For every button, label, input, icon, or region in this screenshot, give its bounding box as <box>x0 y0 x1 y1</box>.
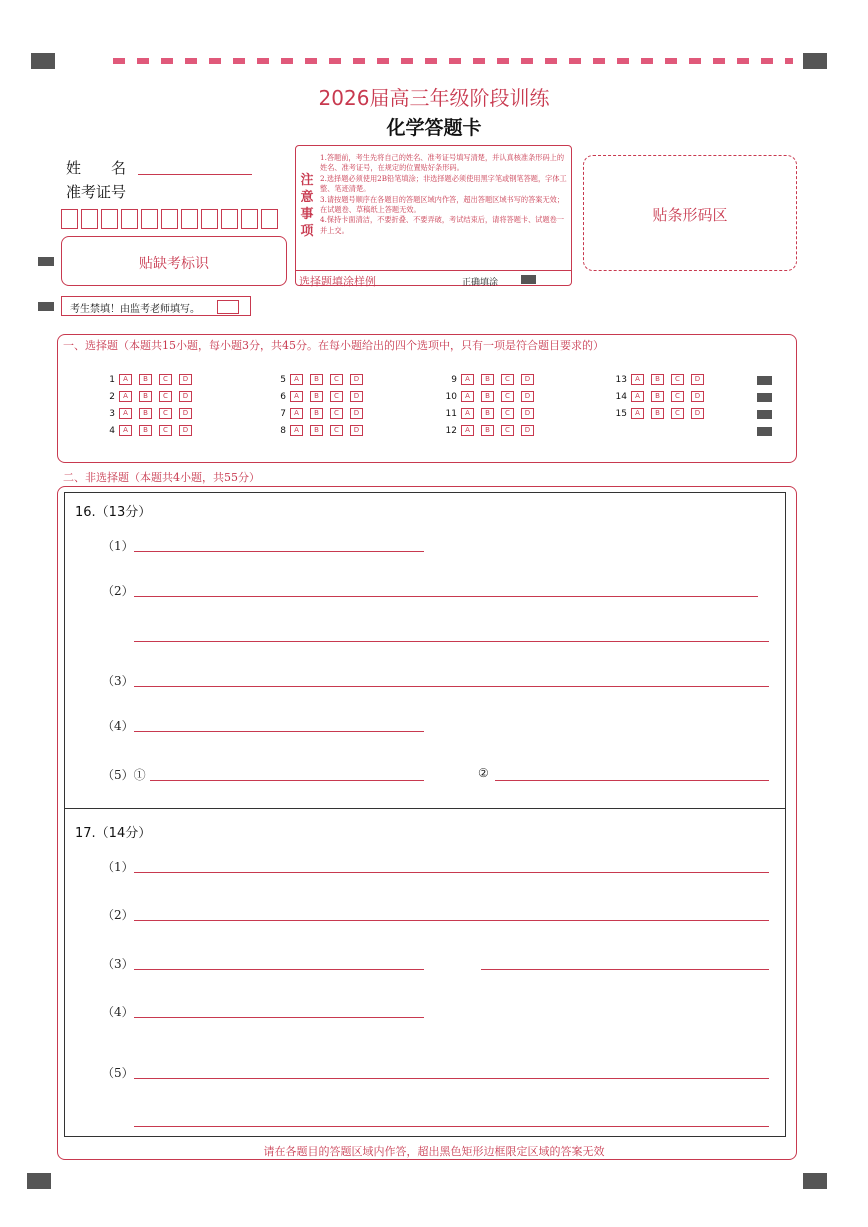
mc-option-d[interactable]: D <box>691 408 704 419</box>
mc-option-b[interactable]: B <box>310 408 323 419</box>
notice-item: 4.保持卡面清洁，不要折叠、不要弄破，考试结束后，请将答题卡、试题卷一并上交。 <box>320 215 565 235</box>
alignment-mark-left-1 <box>38 257 54 266</box>
exam-number-digit[interactable] <box>161 209 178 229</box>
mc-option-a[interactable]: A <box>461 425 474 436</box>
mc-option-c[interactable]: C <box>501 408 514 419</box>
name-field[interactable] <box>138 174 252 175</box>
mc-option-b[interactable]: B <box>310 374 323 385</box>
question-divider <box>64 808 786 809</box>
mc-option-a[interactable]: A <box>631 374 644 385</box>
mc-option-d[interactable]: D <box>521 408 534 419</box>
mc-option-b[interactable]: B <box>139 425 152 436</box>
mc-option-c[interactable]: C <box>330 391 343 402</box>
mc-question-number: 1 <box>109 375 115 385</box>
mc-question-number: 12 <box>445 426 457 436</box>
mc-option-c[interactable]: C <box>159 374 172 385</box>
mc-option-a[interactable]: A <box>461 391 474 402</box>
mc-question-number: 4 <box>109 426 115 436</box>
mc-option-b[interactable]: B <box>139 391 152 402</box>
q17-part3-label: （3） <box>102 957 134 971</box>
q17-part5-answer-line2[interactable] <box>134 1126 769 1127</box>
q16-part5a-answer[interactable] <box>150 780 424 781</box>
mc-option-a[interactable]: A <box>461 374 474 385</box>
mc-option-b[interactable]: B <box>481 374 494 385</box>
alignment-mark-top-right <box>803 53 827 69</box>
mc-option-b[interactable]: B <box>651 374 664 385</box>
mc-option-a[interactable]: A <box>631 391 644 402</box>
answer-frame <box>64 492 786 1137</box>
mc-option-b[interactable]: B <box>651 391 664 402</box>
alignment-mark-left-2 <box>38 302 54 311</box>
fill-example-label: 选择题填涂样例 <box>299 275 376 288</box>
mc-question-4 <box>100 425 199 436</box>
mc-option-b[interactable]: B <box>139 374 152 385</box>
q17-part3-answer-b[interactable] <box>481 969 769 970</box>
exam-number-digit[interactable] <box>201 209 218 229</box>
q16-part3-answer[interactable] <box>134 686 769 687</box>
invigilator-check-box[interactable] <box>217 300 239 314</box>
mc-option-a[interactable]: A <box>290 425 303 436</box>
exam-title: 2026届高三年级阶段训练 <box>318 86 550 110</box>
mc-option-d[interactable]: D <box>521 425 534 436</box>
mc-question-number: 10 <box>445 392 457 402</box>
mc-option-d[interactable]: D <box>350 374 363 385</box>
notice-divider <box>295 270 572 271</box>
mc-option-a[interactable]: A <box>119 374 132 385</box>
name-label: 姓 名 <box>66 159 127 177</box>
mc-question-7 <box>271 408 370 419</box>
mc-question-number: 15 <box>615 409 627 419</box>
q17-part1-label: （1） <box>102 860 134 874</box>
mc-question-13 <box>612 374 711 385</box>
q16-part5b-answer[interactable] <box>495 780 769 781</box>
mc-question-number: 7 <box>280 409 286 419</box>
mc-option-a[interactable]: A <box>290 391 303 402</box>
exam-number-digit[interactable] <box>241 209 258 229</box>
exam-number-label: 准考证号 <box>66 183 127 201</box>
mc-question-2 <box>100 391 199 402</box>
mc-option-c[interactable]: C <box>501 391 514 402</box>
q17-part4-answer[interactable] <box>134 1017 424 1018</box>
mc-option-a[interactable]: A <box>290 408 303 419</box>
notice-item: 2.选择题必须使用2B铅笔填涂；非选择题必须使用黑字笔或钢笔答题，字体工整、笔迹清楚。 <box>320 173 567 194</box>
exam-number-digit[interactable] <box>141 209 158 229</box>
mc-option-b[interactable]: B <box>139 408 152 419</box>
mc-option-d[interactable]: D <box>179 425 192 436</box>
top-dashed-strip <box>113 58 793 64</box>
mc-option-a[interactable]: A <box>631 408 644 419</box>
mc-question-number: 5 <box>280 375 286 385</box>
mc-question-14 <box>612 391 711 402</box>
mc-question-9 <box>442 374 541 385</box>
mc-option-a[interactable]: A <box>119 408 132 419</box>
q17-part5-answer[interactable] <box>134 1078 769 1079</box>
mc-option-d[interactable]: D <box>179 408 192 419</box>
mc-option-c[interactable]: C <box>330 408 343 419</box>
q17-part5-label: （5） <box>102 1066 134 1080</box>
q17-label: 17.（14分） <box>75 826 152 841</box>
mc-question-1 <box>100 374 199 385</box>
mc-option-c[interactable]: C <box>330 425 343 436</box>
mc-question-number: 2 <box>109 392 115 402</box>
correct-fill-label: 正确填涂 <box>462 278 499 288</box>
invigilator-note-box <box>61 296 251 316</box>
q16-part3-label: （3） <box>102 674 134 688</box>
notice-item: 3.请按题号顺序在各题目的答题区域内作答，超出答题区域书写的答案无效；在试题卷、草稿纸上答题无效。 <box>320 194 565 215</box>
footer-note: 请在各题目的答题区域内作答，超出黑色矩形边框限定区域的答案无效 <box>263 1145 605 1158</box>
mc-row-mark <box>757 376 772 385</box>
mc-question-10 <box>442 391 541 402</box>
q17-part2-label: （2） <box>102 908 134 922</box>
mc-option-b[interactable]: B <box>310 425 323 436</box>
mc-question-3 <box>100 408 199 419</box>
q16-part5b-label: ② <box>478 766 489 780</box>
mc-row-mark <box>757 393 772 402</box>
mc-question-12 <box>442 425 541 436</box>
q16-part4-answer[interactable] <box>134 731 424 732</box>
q17-part3-answer[interactable] <box>134 969 424 970</box>
q16-label: 16.（13分） <box>75 505 152 520</box>
exam-number-digit[interactable] <box>261 209 278 229</box>
exam-number-digit[interactable] <box>221 209 238 229</box>
alignment-mark-bottom-left <box>27 1173 51 1189</box>
mc-option-d[interactable]: D <box>350 408 363 419</box>
exam-number-digit[interactable] <box>101 209 118 229</box>
section2-title: 二、非选择题（本题共4小题，共55分） <box>63 471 260 484</box>
mc-option-c[interactable]: C <box>671 391 684 402</box>
exam-number-digit[interactable] <box>81 209 98 229</box>
mc-option-c[interactable]: C <box>159 408 172 419</box>
mc-option-b[interactable]: B <box>310 391 323 402</box>
missing-sticker-label: 贴缺考标识 <box>139 256 209 272</box>
mc-question-number: 8 <box>280 426 286 436</box>
q17-part1-answer[interactable] <box>134 872 769 873</box>
mc-question-number: 14 <box>615 392 627 402</box>
q16-part1-answer[interactable] <box>134 551 424 552</box>
mc-question-number: 6 <box>280 392 286 402</box>
section1-title: 一、选择题（本题共15小题，每小题3分，共45分。在每小题给出的四个选项中，只有一项是符合题目要求的） <box>63 337 790 353</box>
q16-part2-label: （2） <box>102 584 134 598</box>
mc-question-number: 9 <box>451 375 457 385</box>
barcode-label: 贴条形码区 <box>652 206 728 224</box>
exam-number-digit[interactable] <box>61 209 78 229</box>
exam-number-digit[interactable] <box>121 209 138 229</box>
mc-option-d[interactable]: D <box>350 391 363 402</box>
alignment-mark-top-left <box>31 53 55 69</box>
q16-part4-label: （4） <box>102 719 134 733</box>
mc-question-number: 13 <box>615 375 627 385</box>
mc-question-5 <box>271 374 370 385</box>
exam-number-digit[interactable] <box>181 209 198 229</box>
q17-part4-label: （4） <box>102 1005 134 1019</box>
mc-question-8 <box>271 425 370 436</box>
q16-part5a-label: （5）① <box>102 768 146 782</box>
missing-sticker-area[interactable] <box>61 236 287 286</box>
mc-option-c[interactable]: C <box>501 374 514 385</box>
mc-row-mark <box>757 410 772 419</box>
mc-option-d[interactable]: D <box>179 391 192 402</box>
mc-option-b[interactable]: B <box>651 408 664 419</box>
mc-option-a[interactable]: A <box>119 425 132 436</box>
q16-part2-answer[interactable] <box>134 596 758 597</box>
q16-part2-answer-line2[interactable] <box>134 641 769 642</box>
correct-fill-sample <box>521 275 536 284</box>
mc-option-d[interactable]: D <box>521 374 534 385</box>
notice-heading: 注 意 事 项 <box>300 173 314 239</box>
mc-question-number: 3 <box>109 409 115 419</box>
mc-question-6 <box>271 391 370 402</box>
invigilator-note-text: 考生禁填！由监考老师填写。 <box>70 304 200 315</box>
barcode-area[interactable] <box>583 155 797 271</box>
mc-option-c[interactable]: C <box>671 374 684 385</box>
mc-option-a[interactable]: A <box>290 374 303 385</box>
mc-option-a[interactable]: A <box>119 391 132 402</box>
mc-question-number: 11 <box>445 409 457 419</box>
alignment-mark-bottom-right <box>803 1173 827 1189</box>
mc-row-mark <box>757 427 772 436</box>
mc-question-11 <box>442 408 541 419</box>
mc-option-d[interactable]: D <box>691 374 704 385</box>
mc-option-d[interactable]: D <box>350 425 363 436</box>
mc-option-c[interactable]: C <box>671 408 684 419</box>
q17-part2-answer[interactable] <box>134 920 769 921</box>
mc-option-a[interactable]: A <box>461 408 474 419</box>
mc-option-c[interactable]: C <box>501 425 514 436</box>
mc-option-d[interactable]: D <box>691 391 704 402</box>
mc-option-d[interactable]: D <box>521 391 534 402</box>
mc-option-c[interactable]: C <box>330 374 343 385</box>
mc-option-c[interactable]: C <box>159 391 172 402</box>
notice-items <box>320 153 568 236</box>
mc-question-15 <box>612 408 711 419</box>
mc-option-d[interactable]: D <box>179 374 192 385</box>
mc-option-b[interactable]: B <box>481 408 494 419</box>
answer-sheet-title: 化学答题卡 <box>386 117 482 139</box>
q16-part1-label: （1） <box>102 539 134 553</box>
mc-option-b[interactable]: B <box>481 391 494 402</box>
notice-item: 1.答题前，考生先将自己的姓名、准考证号填写清楚，并认真核准条形码上的姓名、准考证号，在规定的位置贴好条形码。 <box>320 153 565 173</box>
mc-option-c[interactable]: C <box>159 425 172 436</box>
mc-option-b[interactable]: B <box>481 425 494 436</box>
